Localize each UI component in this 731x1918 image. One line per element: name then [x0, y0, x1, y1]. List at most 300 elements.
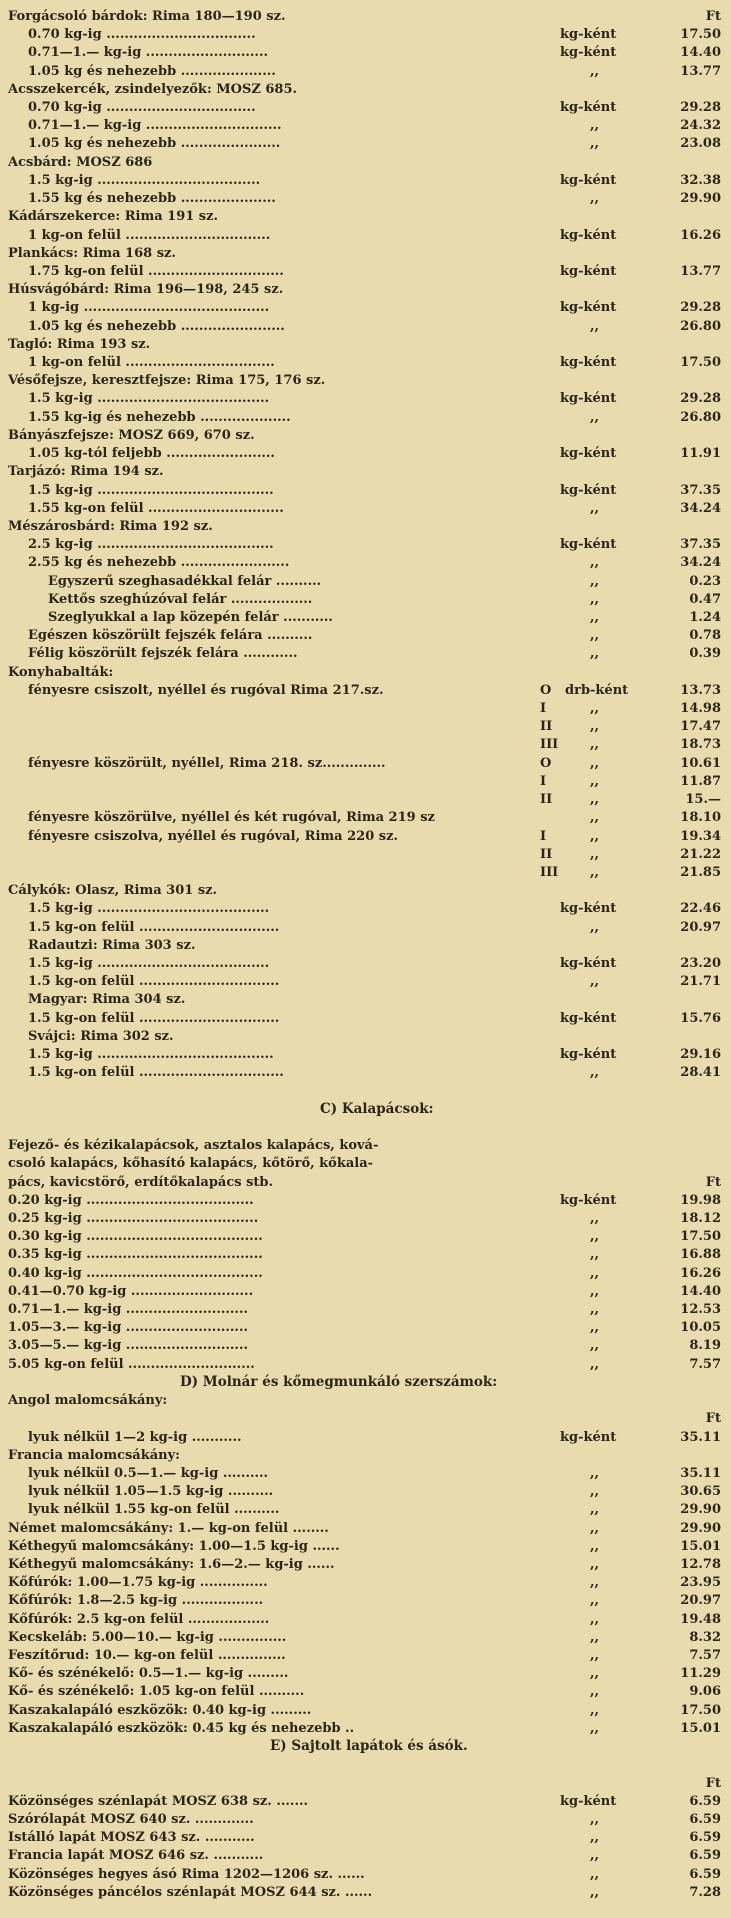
price-row: [0, 1356, 731, 1373]
currency-header: Ft: [705, 1411, 721, 1427]
price-value: 20.97: [680, 1593, 721, 1609]
price-row: [0, 1811, 731, 1828]
item-label: 1.5 kg-on felül ...............................: [28, 919, 280, 935]
price-row: [0, 1847, 731, 1864]
price-row: [0, 864, 731, 881]
price-value: 6.59: [689, 1811, 721, 1827]
price-row: [0, 1064, 731, 1081]
currency-header: Ft: [705, 9, 721, 24]
price-value: 21.71: [680, 974, 721, 990]
item-label: 0.71—1.— kg-ig ..............................: [28, 118, 282, 134]
unit-label: kg-ként: [560, 100, 617, 116]
price-value: 32.38: [680, 172, 721, 188]
unit-label: kg-ként: [560, 300, 617, 316]
item-label: 1 kg-ig .........................................: [28, 300, 270, 316]
price-value: 30.65: [680, 1484, 721, 1500]
price-row: [0, 281, 731, 298]
price-value: 7.57: [689, 1648, 721, 1664]
item-label: Szórólapát MOSZ 640 sz. .............: [8, 1811, 254, 1827]
unit-label: ,,: [590, 136, 600, 152]
price-value: 11.29: [680, 1666, 721, 1682]
price-value: 26.80: [680, 318, 721, 334]
item-label: 1 kg-on felül ................................: [28, 227, 271, 243]
price-row: [0, 172, 731, 189]
price-row: [0, 1574, 731, 1591]
unit-label: kg-ként: [560, 391, 617, 407]
price-row: [0, 154, 731, 171]
price-value: 16.26: [680, 227, 721, 243]
unit-label: ,,: [590, 1502, 600, 1518]
unit-label: kg-ként: [560, 45, 617, 61]
unit-label: ,,: [590, 1065, 600, 1081]
price-value: 6.59: [689, 1866, 721, 1882]
price-value: 15.01: [680, 1538, 721, 1554]
price-value: 11.91: [680, 446, 721, 462]
price-row: [0, 1210, 731, 1227]
section-heading: Svájci: Rima 302 sz.: [28, 1028, 174, 1044]
unit-label: ,,: [590, 118, 600, 134]
section-heading: Cálykók: Olasz, Rima 301 sz.: [8, 883, 218, 899]
price-row: [0, 1592, 731, 1609]
unit-label: drb-ként: [565, 682, 629, 698]
unit-label: ,,: [590, 1283, 600, 1299]
item-label: 1.5 kg-on felül ................................: [28, 1065, 284, 1081]
item-label: Kőfúrók: 1.8—2.5 kg-ig ..................: [8, 1593, 264, 1609]
price-row: [0, 1429, 731, 1446]
unit-label: ,,: [590, 1265, 600, 1281]
price-row: [0, 1246, 731, 1263]
price-value: 34.24: [680, 500, 721, 516]
price-value: 18.10: [680, 810, 721, 826]
price-value: 35.11: [680, 1429, 721, 1445]
price-value: 6.59: [689, 1830, 721, 1846]
item-label: 0.41—0.70 kg-ig ...........................: [8, 1283, 254, 1299]
price-value: 20.97: [680, 919, 721, 935]
price-value: 26.80: [680, 409, 721, 425]
grade-label: III: [540, 737, 559, 753]
price-row: [0, 664, 731, 681]
section-heading: Magyar: Rima 304 sz.: [28, 992, 186, 1008]
item-label: 0.40 kg-ig .......................................: [8, 1265, 263, 1281]
price-value: 29.90: [680, 1520, 721, 1536]
unit-label: ,,: [590, 792, 600, 808]
price-row: [0, 1301, 731, 1318]
price-row: [0, 1174, 731, 1191]
price-value: 0.78: [689, 628, 721, 644]
section-heading: Acsszekercék, zsindelyezők: MOSZ 685.: [8, 81, 298, 97]
item-label: 1.5 kg-ig ......................................: [28, 956, 270, 971]
item-label: 1.5 kg-ig .......................................: [28, 1047, 274, 1063]
price-value: 37.35: [680, 537, 721, 553]
unit-label: ,,: [590, 1866, 600, 1882]
price-value: 11.87: [680, 773, 721, 789]
item-label: Német malomcsákány: 1.— kg-on felül ........: [8, 1520, 329, 1536]
unit-label: ,,: [590, 1811, 600, 1827]
price-row: [0, 1374, 731, 1391]
item-label: Kaszakalapáló eszközök: 0.45 kg és nehezebb ..: [8, 1720, 355, 1736]
item-label: 1.05 kg és nehezebb ......................: [28, 136, 281, 152]
currency-header: Ft: [705, 1174, 721, 1190]
unit-label: ,,: [590, 1465, 600, 1481]
price-row: [0, 1738, 731, 1755]
item-label: Kettős szeghúzóval felár ..................: [48, 591, 313, 607]
price-value: 13.77: [680, 63, 721, 79]
price-row: [0, 427, 731, 444]
price-row: [0, 1465, 731, 1482]
item-label: Kéthegyű malomcsákány: 1.00—1.5 kg-ig ......: [8, 1538, 340, 1554]
unit-label: ,,: [590, 737, 600, 753]
price-value: 35.11: [680, 1465, 721, 1481]
unit-label: ,,: [590, 1302, 600, 1318]
item-label: 0.70 kg-ig .................................: [28, 100, 256, 116]
price-value: 14.40: [680, 45, 721, 61]
price-row: [0, 409, 731, 426]
price-row: [0, 1483, 731, 1500]
section-heading: Plankács: Rima 168 sz.: [8, 245, 176, 261]
item-label: Fejező- és kézikalapácsok, asztalos kalapács, ková-: [8, 1138, 379, 1154]
price-row: [0, 1829, 731, 1846]
item-label: Kő- és szénékelő: 0.5—1.— kg-ig .........: [8, 1666, 289, 1682]
item-label: Egészen köszörült fejszék felára ..........: [28, 628, 313, 644]
section-heading: Vésőfejsze, keresztfejsze: Rima 175, 176 sz.: [8, 373, 326, 389]
unit-label: ,,: [590, 1247, 600, 1263]
price-row: [0, 809, 731, 826]
unit-label: ,,: [590, 1593, 600, 1609]
price-value: 17.50: [680, 355, 721, 371]
price-row: [0, 627, 731, 644]
price-value: 12.78: [680, 1556, 721, 1572]
section-heading: Bányászfejsze: MOSZ 669, 670 sz.: [8, 427, 255, 443]
unit-label: ,,: [590, 1338, 600, 1354]
price-value: 23.95: [680, 1575, 721, 1591]
unit-label: ,,: [590, 628, 600, 644]
price-row: [0, 372, 731, 389]
section-heading: Kádárszekerce: Rima 191 sz.: [8, 209, 219, 225]
item-label: 1.5 kg-on felül ...............................: [28, 1010, 280, 1026]
unit-label: ,,: [590, 810, 600, 826]
item-label: 1.5 kg-ig ......................................: [28, 391, 270, 407]
unit-label: ,,: [590, 974, 600, 990]
item-label: lyuk nélkül 1.05—1.5 kg-ig ..........: [28, 1484, 274, 1500]
section-heading: Radautzi: Rima 303 sz.: [28, 937, 196, 953]
price-value: 0.23: [689, 573, 721, 589]
price-row: [0, 609, 731, 626]
price-value: 21.22: [680, 846, 721, 862]
item-label: 5.05 kg-on felül ............................: [8, 1356, 255, 1372]
price-value: 8.19: [689, 1338, 721, 1354]
grade-label: O: [540, 682, 552, 698]
item-label: fényesre köszörülve, nyéllel és két rugóval, Rima 219 sz: [28, 810, 435, 826]
price-value: 24.32: [680, 118, 721, 134]
item-label: Közönséges páncélos szénlapát MOSZ 644 sz. ......: [8, 1884, 373, 1900]
unit-label: kg-ként: [560, 355, 617, 371]
item-label: fényesre csiszolva, nyéllel és rugóval, Rima 220 sz.: [28, 828, 398, 844]
price-value: 15.01: [680, 1720, 721, 1736]
price-row: [0, 846, 731, 863]
item-label: Angol malomcsákány:: [8, 1393, 168, 1409]
price-row: [0, 773, 731, 790]
item-label: Feszítőrud: 10.— kg-on felül ...............: [8, 1648, 286, 1664]
section-heading: Mészárosbárd: Rima 192 sz.: [8, 518, 213, 534]
price-value: 29.28: [680, 300, 721, 316]
price-row: [0, 573, 731, 590]
price-value: 12.53: [680, 1302, 721, 1318]
price-value: 10.61: [680, 755, 721, 771]
price-row: [0, 991, 731, 1008]
price-row: [0, 1010, 731, 1027]
price-row: [0, 1665, 731, 1682]
price-row: [0, 190, 731, 207]
price-row: [0, 1629, 731, 1646]
price-value: 19.34: [680, 828, 721, 844]
unit-label: ,,: [590, 1884, 600, 1900]
price-value: 19.98: [680, 1192, 721, 1208]
unit-label: ,,: [590, 191, 600, 207]
price-row: [0, 900, 731, 917]
price-row: [0, 1228, 731, 1245]
price-value: 34.24: [680, 555, 721, 571]
unit-label: kg-ként: [560, 1047, 617, 1063]
price-row: [0, 1283, 731, 1300]
price-value: 0.47: [689, 591, 721, 607]
unit-label: ,,: [590, 719, 600, 735]
price-value: 18.12: [680, 1210, 721, 1226]
price-value: 7.28: [689, 1884, 721, 1900]
unit-label: ,,: [590, 1538, 600, 1554]
price-value: 21.85: [680, 864, 721, 880]
item-label: 1.05 kg és nehezebb .....................: [28, 63, 276, 79]
price-row: [0, 445, 731, 462]
item-label: 1.5 kg-ig ......................................: [28, 901, 270, 917]
section-heading: Konyhabalták:: [8, 664, 114, 680]
unit-label: ,,: [590, 609, 600, 625]
price-row: [0, 736, 731, 753]
price-value: 8.32: [689, 1629, 721, 1645]
item-label: 0.35 kg-ig .......................................: [8, 1247, 263, 1263]
section-heading: Húsvágóbárd: Rima 196—198, 245 sz.: [8, 282, 284, 298]
price-row: [0, 955, 731, 972]
unit-label: ,,: [590, 1356, 600, 1372]
price-row: [0, 1702, 731, 1719]
unit-label: ,,: [590, 1830, 600, 1846]
price-value: 19.48: [680, 1611, 721, 1627]
unit-label: kg-ként: [560, 956, 617, 971]
price-row: [0, 1556, 731, 1573]
unit-label: ,,: [590, 1720, 600, 1736]
item-label: Kőfúrók: 1.00—1.75 kg-ig ...............: [8, 1575, 268, 1591]
item-label: Kaszakalapáló eszközök: 0.40 kg-ig .........: [8, 1702, 312, 1718]
item-label: Kéthegyű malomcsákány: 1.6—2.— kg-ig ......: [8, 1556, 335, 1572]
price-row: [0, 8, 731, 25]
price-value: 16.26: [680, 1265, 721, 1281]
price-row: [0, 1046, 731, 1063]
unit-label: ,,: [590, 846, 600, 862]
unit-label: ,,: [590, 1684, 600, 1700]
price-row: [0, 1319, 731, 1336]
item-label: Istálló lapát MOSZ 643 sz. ...........: [8, 1830, 255, 1846]
price-row: [0, 1137, 731, 1154]
item-label: Francia lapát MOSZ 646 sz. ...........: [8, 1848, 264, 1864]
item-label: Kecskeláb: 5.00—10.— kg-ig ...............: [8, 1629, 287, 1645]
price-row: [0, 682, 731, 699]
price-row: [0, 26, 731, 43]
price-value: 15.—: [685, 792, 721, 808]
item-label: 1.55 kg-ig és nehezebb ....................: [28, 409, 291, 425]
price-value: 29.28: [680, 100, 721, 116]
item-label: Kőfúrók: 2.5 kg-on felül ..................: [8, 1611, 270, 1627]
price-value: 29.90: [680, 191, 721, 207]
unit-label: kg-ként: [560, 446, 617, 462]
price-value: 29.16: [680, 1047, 721, 1063]
price-value: 17.50: [680, 27, 721, 43]
unit-label: kg-ként: [560, 1010, 617, 1026]
price-row: [0, 1028, 731, 1045]
price-row: [0, 1611, 731, 1628]
price-row: [0, 318, 731, 335]
unit-label: ,,: [590, 1484, 600, 1500]
price-row: [0, 755, 731, 772]
price-value: 29.28: [680, 391, 721, 407]
unit-label: ,,: [590, 828, 600, 844]
section-heading: Acsbárd: MOSZ 686: [8, 154, 153, 170]
unit-label: ,,: [590, 1575, 600, 1591]
price-value: 13.73: [680, 682, 721, 698]
price-row: [0, 1501, 731, 1518]
price-row: [0, 482, 731, 499]
unit-label: ,,: [590, 1556, 600, 1572]
unit-label: ,,: [590, 555, 600, 571]
grade-label: II: [540, 719, 553, 735]
price-row: [0, 518, 731, 535]
price-row: [0, 299, 731, 316]
price-value: 10.05: [680, 1320, 721, 1336]
unit-label: kg-ként: [560, 1429, 617, 1445]
price-row: [0, 1538, 731, 1555]
price-row: [0, 973, 731, 990]
item-label: 0.71—1.— kg-ig ...........................: [28, 45, 269, 61]
price-value: 7.57: [689, 1356, 721, 1372]
item-label: 1.05 kg-tól feljebb ........................: [28, 446, 275, 462]
price-value: 14.98: [680, 701, 721, 717]
unit-label: ,,: [590, 755, 600, 771]
unit-label: ,,: [590, 318, 600, 334]
item-label: 1.55 kg-on felül ..............................: [28, 500, 284, 516]
price-value: 28.41: [680, 1065, 721, 1081]
unit-label: ,,: [590, 1629, 600, 1645]
grade-label: I: [540, 701, 547, 717]
grade-label: O: [540, 755, 552, 771]
section-heading: Tarjázó: Rima 194 sz.: [8, 464, 164, 480]
price-row: [0, 227, 731, 244]
price-value: 22.46: [680, 901, 721, 917]
price-row: [0, 81, 731, 98]
item-label: pács, kavicstörő, erdítőkalapács stb.: [8, 1174, 274, 1190]
price-row: [0, 500, 731, 517]
item-label: 3.05—5.— kg-ig ...........................: [8, 1338, 249, 1354]
price-row: [0, 828, 731, 845]
price-value: 18.73: [680, 737, 721, 753]
unit-label: ,,: [590, 1320, 600, 1336]
item-label: 1.75 kg-on felül ..............................: [28, 263, 284, 279]
item-label: 0.20 kg-ig .....................................: [8, 1192, 254, 1208]
item-label: 1 kg-on felül .................................: [28, 355, 275, 371]
price-row: [0, 1119, 731, 1136]
item-label: 1.5 kg-ig .......................................: [28, 482, 274, 498]
item-label: 1.55 kg és nehezebb .....................: [28, 191, 276, 207]
price-value: 6.59: [689, 1793, 721, 1809]
unit-label: kg-ként: [560, 263, 617, 279]
price-row: [0, 1192, 731, 1209]
price-value: 14.40: [680, 1283, 721, 1299]
item-label: lyuk nélkül 1.55 kg-on felül ..........: [28, 1502, 280, 1518]
price-row: [0, 937, 731, 954]
unit-label: ,,: [590, 500, 600, 516]
item-label: Közönséges szénlapát MOSZ 638 sz. .......: [8, 1793, 309, 1809]
price-value: 23.08: [680, 136, 721, 152]
price-row: [0, 336, 731, 353]
price-value: 1.24: [689, 609, 721, 625]
unit-label: kg-ként: [560, 901, 617, 917]
price-value: 17.47: [680, 719, 721, 735]
price-row: [0, 1793, 731, 1810]
price-row: [0, 117, 731, 134]
price-row: [0, 263, 731, 280]
item-label: Szeglyukkal a lap közepén felár ...........: [48, 609, 333, 625]
price-row: [0, 1155, 731, 1172]
price-value: 17.50: [680, 1229, 721, 1245]
item-label: csoló kalapács, kőhasító kalapács, kőtörő, kőkala-: [8, 1156, 374, 1172]
price-row: [0, 1775, 731, 1792]
unit-label: kg-ként: [560, 172, 617, 188]
unit-label: ,,: [590, 773, 600, 789]
unit-label: ,,: [590, 864, 600, 880]
price-row: [0, 1265, 731, 1282]
price-row: [0, 63, 731, 80]
unit-label: ,,: [590, 1520, 600, 1536]
price-row: [0, 390, 731, 407]
unit-label: kg-ként: [560, 27, 617, 43]
item-label: lyuk nélkül 1—2 kg-ig ...........: [28, 1429, 242, 1445]
unit-label: ,,: [590, 573, 600, 589]
price-row: [0, 718, 731, 735]
price-row: [0, 354, 731, 371]
item-label: 1.05—3.— kg-ig ...........................: [8, 1320, 249, 1336]
price-row: [0, 791, 731, 808]
unit-label: ,,: [590, 409, 600, 425]
price-row: [0, 99, 731, 116]
price-row: [0, 536, 731, 553]
price-value: 13.77: [680, 263, 721, 279]
item-label: 0.71—1.— kg-ig ...........................: [8, 1302, 249, 1318]
price-row: [0, 554, 731, 571]
price-row: [0, 882, 731, 899]
item-label: 1.5 kg-ig ....................................: [28, 172, 261, 188]
item-label: 0.25 kg-ig ......................................: [8, 1210, 259, 1226]
price-row: [0, 1410, 731, 1427]
item-label: 2.55 kg és nehezebb ........................: [28, 555, 290, 571]
price-row: [0, 1101, 731, 1118]
price-row: [0, 1866, 731, 1883]
unit-label: kg-ként: [560, 482, 617, 498]
price-value: 6.59: [689, 1848, 721, 1864]
price-row: [0, 208, 731, 225]
unit-label: ,,: [590, 1666, 600, 1682]
item-label: Félig köszörült fejszék felára ............: [28, 646, 298, 662]
price-row: [0, 1447, 731, 1464]
item-label: 1.5 kg-on felül ...............................: [28, 974, 280, 990]
price-row: [0, 1520, 731, 1537]
price-row: [0, 1082, 731, 1099]
